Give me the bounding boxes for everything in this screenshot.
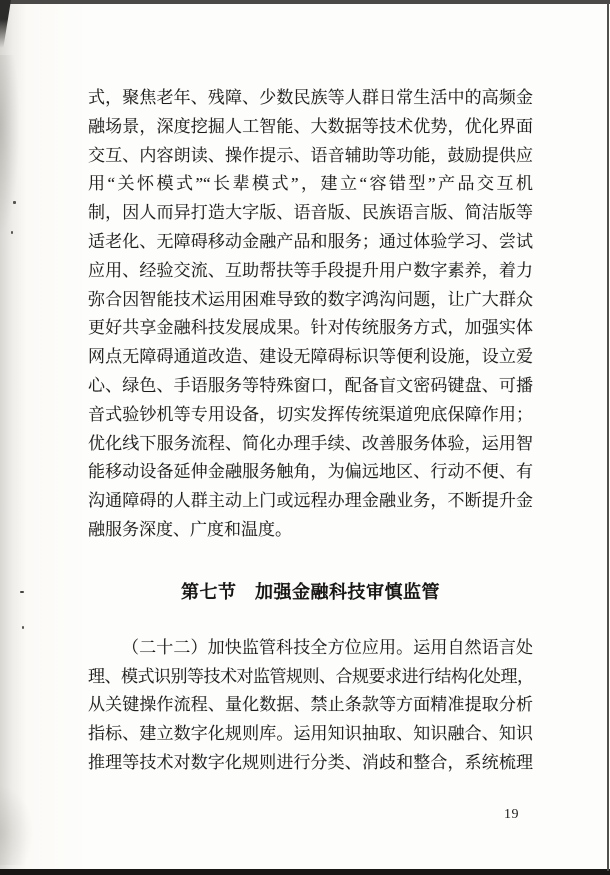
text-line: 网点无障碍通道改造、建设无障碍标识等便利设施，设立爱 — [88, 347, 533, 367]
scan-top-edge-bar — [0, 0, 610, 4]
scan-smudge — [0, 785, 34, 865]
text-line: 式，聚焦老年、残障、少数民族等人群日常生活中的高频金 — [88, 88, 533, 107]
paragraph-lead-in: （二十二）加快监管科技全方位应用。 — [122, 637, 414, 657]
text-line: 融场景，深度挖掘人工智能、大数据等技术优势，优化界面 — [88, 116, 533, 136]
ink-speck — [11, 231, 13, 234]
text-line: 心、绿色、手语服务等特殊窗口，配备盲文密码键盘、可播 — [88, 375, 533, 395]
text-line: 沟通障碍的人群主动上门或远程办理金融业务，不断提升金 — [88, 491, 533, 511]
scan-right-edge-line — [607, 3, 609, 871]
text-line: 理、模式识别等技术对监管规则、合规要求进行结构化处理， — [88, 666, 533, 686]
text-line: 推理等技术对数字化规则进行分类、消歧和整合，系统梳理 — [88, 752, 533, 772]
page-number: 19 — [504, 807, 519, 822]
text-line: 用“关怀模式”“长辈模式”，建立“容错型”产品交互机 — [88, 174, 533, 194]
text-line — [88, 634, 533, 663]
paragraph — [88, 84, 533, 545]
scan-bottom-edge-bar — [0, 869, 610, 875]
paragraph — [88, 634, 533, 778]
text-line: 从关键操作流程、量化数据、禁止条款等方面精准提取分析 — [88, 695, 533, 715]
text-line: 优化线下服务流程、简化办理手续、改善服务体验，运用智 — [88, 433, 533, 453]
section-heading: 第七节 加强金融科技审慎监管 — [181, 581, 440, 602]
page-text-column — [88, 84, 533, 778]
text-line: 弥合因智能技术运用困难导致的数字鸿沟问题，让广大群众 — [88, 289, 533, 309]
ink-speck — [13, 201, 16, 204]
text-line: 更好共享金融科技发展成果。针对传统服务方式，加强实体 — [88, 318, 533, 338]
text-line: 适老化、无障碍移动金融产品和服务；通过体验学习、尝试 — [88, 231, 533, 251]
text-line: 应用、经验交流、互助帮扶等手段提升用户数字素养，着力 — [88, 260, 533, 280]
text-line: 能移动设备延伸金融服务触角，为偏远地区、行动不便、有 — [88, 462, 533, 482]
scan-smudge — [0, 55, 20, 235]
text-line: 融服务深度、广度和温度。 — [88, 519, 292, 539]
text-line: 指标、建立数字化规则库。运用知识抽取、知识融合、知识 — [88, 724, 533, 744]
text-line: 制，因人而异打造大字版、语音版、民族语言版、简洁版等 — [88, 203, 533, 223]
text-line: 音式验钞机等专用设备，切实发挥传统渠道兜底保障作用； — [88, 404, 533, 424]
text-segment: 运用自然语言处 — [413, 637, 534, 657]
ink-speck — [20, 591, 24, 593]
text-line: 交互、内容朗读、操作提示、语音辅助等功能，鼓励提供应 — [88, 145, 533, 165]
ink-speck — [22, 626, 24, 629]
